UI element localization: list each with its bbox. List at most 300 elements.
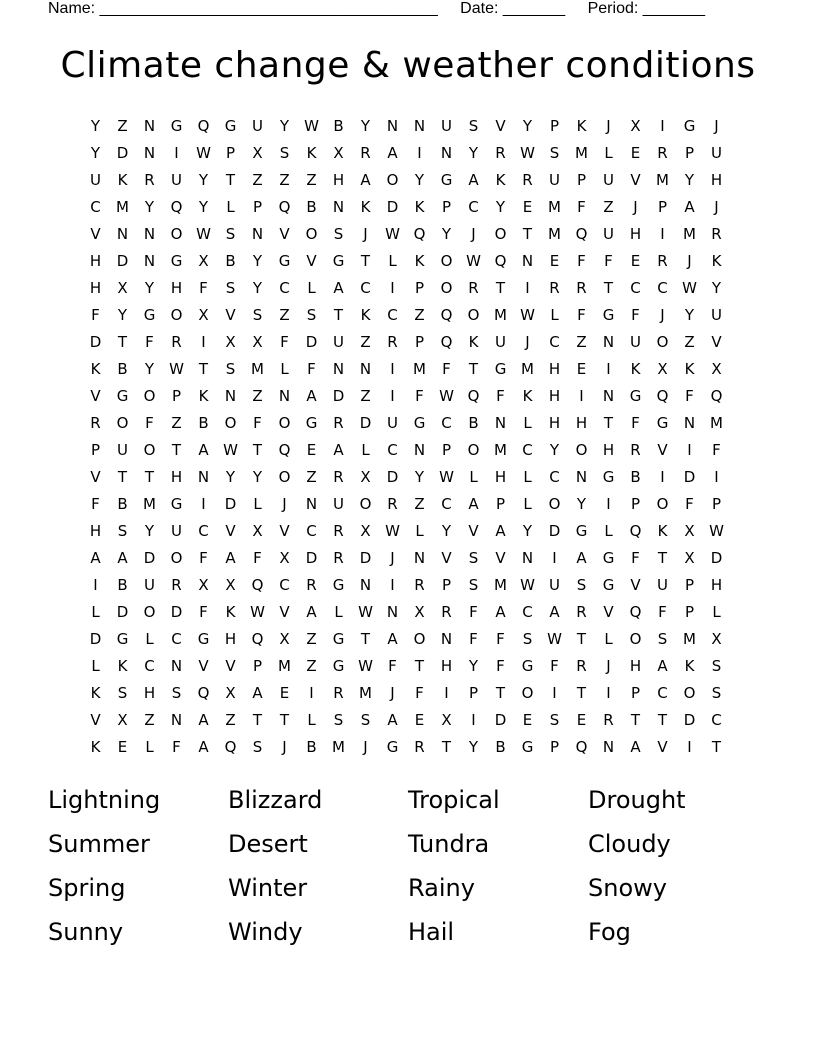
grid-letter[interactable]: N	[305, 494, 318, 513]
grid-letter[interactable]: A	[495, 602, 506, 621]
grid-letter[interactable]: F	[577, 305, 586, 324]
grid-letter[interactable]: D	[359, 548, 372, 567]
grid-letter[interactable]: Y	[522, 116, 533, 135]
grid-letter[interactable]: Y	[117, 305, 128, 324]
grid-letter[interactable]: L	[523, 413, 532, 432]
grid-letter[interactable]: E	[522, 710, 533, 729]
grid-letter[interactable]: I	[660, 116, 665, 135]
grid-letter[interactable]: V	[225, 521, 236, 540]
grid-letter[interactable]: X	[630, 116, 641, 135]
grid-letter[interactable]: G	[656, 413, 669, 432]
grid-letter[interactable]: U	[711, 143, 722, 162]
grid-letter[interactable]: K	[117, 170, 128, 189]
grid-letter[interactable]: D	[224, 494, 237, 513]
grid-letter[interactable]: V	[468, 521, 479, 540]
grid-letter[interactable]: J	[390, 548, 395, 567]
grid-letter[interactable]: I	[606, 359, 611, 378]
grid-letter[interactable]: O	[170, 548, 183, 567]
grid-letter[interactable]: L	[145, 737, 154, 756]
grid-letter[interactable]: X	[252, 143, 263, 162]
grid-letter[interactable]: Q	[710, 386, 723, 405]
grid-letter[interactable]: T	[495, 278, 506, 297]
grid-letter[interactable]: N	[143, 116, 156, 135]
grid-letter[interactable]: P	[549, 116, 560, 135]
grid-letter[interactable]: S	[117, 521, 128, 540]
grid-letter[interactable]: X	[225, 575, 236, 594]
grid-letter[interactable]: E	[414, 710, 425, 729]
grid-letter[interactable]: X	[711, 359, 722, 378]
grid-letter[interactable]: S	[549, 710, 560, 729]
grid-letter[interactable]: F	[199, 602, 208, 621]
grid-letter[interactable]: X	[252, 332, 263, 351]
grid-letter[interactable]: P	[90, 440, 101, 459]
grid-letter[interactable]: D	[170, 602, 183, 621]
grid-letter[interactable]: F	[415, 386, 424, 405]
grid-letter[interactable]: H	[548, 359, 561, 378]
grid-letter[interactable]: D	[683, 710, 696, 729]
grid-letter[interactable]: B	[117, 575, 128, 594]
grid-letter[interactable]: C	[198, 521, 209, 540]
grid-letter[interactable]: Y	[144, 521, 155, 540]
grid-letter[interactable]: A	[630, 737, 641, 756]
grid-letter[interactable]: W	[385, 521, 400, 540]
grid-letter[interactable]: F	[631, 305, 640, 324]
grid-letter[interactable]: R	[495, 143, 506, 162]
grid-letter[interactable]: D	[359, 413, 372, 432]
grid-letter[interactable]: B	[306, 737, 317, 756]
grid-letter[interactable]: C	[171, 629, 182, 648]
grid-letter[interactable]: B	[225, 251, 236, 270]
grid-letter[interactable]: V	[279, 521, 290, 540]
grid-letter[interactable]: V	[495, 548, 506, 567]
grid-letter[interactable]: V	[90, 710, 101, 729]
grid-letter[interactable]: G	[521, 737, 534, 756]
grid-letter[interactable]: H	[89, 278, 102, 297]
grid-letter[interactable]: D	[89, 629, 102, 648]
grid-letter[interactable]: Q	[440, 305, 453, 324]
grid-letter[interactable]: K	[360, 305, 371, 324]
grid-letter[interactable]: Q	[278, 197, 291, 216]
grid-letter[interactable]: Z	[225, 710, 236, 729]
grid-letter[interactable]: A	[333, 440, 344, 459]
grid-letter[interactable]: C	[360, 278, 371, 297]
grid-letter[interactable]: T	[576, 683, 587, 702]
grid-letter[interactable]: S	[468, 575, 479, 594]
grid-letter[interactable]: X	[117, 278, 128, 297]
grid-letter[interactable]: T	[252, 710, 263, 729]
grid-letter[interactable]: I	[606, 494, 611, 513]
grid-letter[interactable]: F	[658, 602, 667, 621]
grid-letter[interactable]: B	[495, 737, 506, 756]
grid-letter[interactable]: X	[279, 629, 290, 648]
grid-letter[interactable]: M	[278, 656, 291, 675]
grid-letter[interactable]: Y	[360, 116, 371, 135]
grid-letter[interactable]: H	[170, 278, 183, 297]
grid-letter[interactable]: F	[388, 656, 397, 675]
grid-letter[interactable]: W	[385, 224, 400, 243]
grid-letter[interactable]: J	[363, 737, 368, 756]
grid-letter[interactable]: X	[657, 359, 668, 378]
grid-letter[interactable]: F	[631, 548, 640, 567]
grid-letter[interactable]: C	[522, 602, 533, 621]
grid-letter[interactable]: H	[629, 656, 642, 675]
grid-letter[interactable]: U	[549, 170, 560, 189]
grid-letter[interactable]: Z	[306, 629, 317, 648]
grid-letter[interactable]: C	[441, 413, 452, 432]
grid-letter[interactable]: S	[225, 224, 236, 243]
grid-letter[interactable]: I	[444, 683, 449, 702]
grid-letter[interactable]: A	[576, 548, 587, 567]
grid-letter[interactable]: X	[360, 521, 371, 540]
grid-letter[interactable]: I	[552, 548, 557, 567]
grid-letter[interactable]: F	[712, 440, 721, 459]
grid-letter[interactable]: H	[710, 170, 723, 189]
grid-letter[interactable]: Q	[656, 386, 669, 405]
grid-letter[interactable]: Z	[360, 386, 371, 405]
grid-letter[interactable]: Y	[468, 737, 479, 756]
grid-letter[interactable]: L	[604, 521, 613, 540]
grid-letter[interactable]: Z	[279, 305, 290, 324]
grid-letter[interactable]: R	[171, 332, 182, 351]
grid-letter[interactable]: F	[91, 494, 100, 513]
grid-letter[interactable]: F	[253, 548, 262, 567]
grid-letter[interactable]: N	[602, 737, 615, 756]
grid-letter[interactable]: O	[143, 440, 156, 459]
grid-letter[interactable]: R	[387, 332, 398, 351]
grid-letter[interactable]: G	[602, 575, 615, 594]
grid-letter[interactable]: O	[494, 224, 507, 243]
date-field[interactable]: Date: _______	[460, 0, 566, 17]
grid-letter[interactable]: Y	[549, 440, 560, 459]
grid-letter[interactable]: S	[333, 710, 344, 729]
grid-letter[interactable]: G	[143, 305, 156, 324]
grid-letter[interactable]: N	[170, 656, 183, 675]
grid-letter[interactable]: W	[709, 521, 724, 540]
grid-letter[interactable]: E	[630, 251, 641, 270]
grid-letter[interactable]: U	[90, 170, 101, 189]
grid-letter[interactable]: L	[604, 143, 613, 162]
grid-letter[interactable]: R	[144, 170, 155, 189]
grid-letter[interactable]: B	[198, 413, 209, 432]
grid-letter[interactable]: L	[415, 521, 424, 540]
grid-letter[interactable]: M	[494, 305, 507, 324]
grid-letter[interactable]: X	[117, 710, 128, 729]
grid-letter[interactable]: R	[360, 143, 371, 162]
grid-letter[interactable]: T	[279, 710, 290, 729]
grid-letter[interactable]: V	[279, 602, 290, 621]
grid-letter[interactable]: D	[332, 386, 345, 405]
grid-letter[interactable]: D	[386, 467, 399, 486]
grid-letter[interactable]: B	[468, 413, 479, 432]
grid-letter[interactable]: T	[333, 305, 344, 324]
grid-letter[interactable]: E	[576, 710, 587, 729]
grid-letter[interactable]: T	[657, 548, 668, 567]
grid-letter[interactable]: N	[143, 224, 156, 243]
grid-letter[interactable]: K	[657, 521, 668, 540]
grid-letter[interactable]: A	[117, 548, 128, 567]
grid-letter[interactable]: R	[657, 251, 668, 270]
grid-letter[interactable]: K	[90, 683, 101, 702]
grid-letter[interactable]: H	[629, 224, 642, 243]
grid-letter[interactable]: H	[170, 467, 183, 486]
grid-letter[interactable]: W	[223, 440, 238, 459]
grid-letter[interactable]: G	[629, 386, 642, 405]
grid-letter[interactable]: Y	[711, 278, 722, 297]
grid-letter[interactable]: S	[333, 224, 344, 243]
grid-letter[interactable]: Y	[414, 467, 425, 486]
grid-letter[interactable]: D	[305, 548, 318, 567]
grid-letter[interactable]: G	[116, 629, 129, 648]
grid-letter[interactable]: Y	[252, 467, 263, 486]
grid-letter[interactable]: V	[657, 440, 668, 459]
grid-letter[interactable]: K	[306, 143, 317, 162]
grid-letter[interactable]: G	[575, 521, 588, 540]
grid-letter[interactable]: V	[657, 737, 668, 756]
grid-letter[interactable]: A	[684, 197, 695, 216]
grid-letter[interactable]: T	[603, 413, 614, 432]
grid-letter[interactable]: O	[521, 683, 534, 702]
grid-letter[interactable]: N	[332, 197, 345, 216]
grid-letter[interactable]: C	[90, 197, 101, 216]
grid-letter[interactable]: Q	[629, 602, 642, 621]
grid-letter[interactable]: N	[602, 386, 615, 405]
grid-letter[interactable]: E	[576, 359, 587, 378]
grid-letter[interactable]: W	[520, 143, 535, 162]
grid-letter[interactable]: M	[656, 170, 669, 189]
grid-letter[interactable]: O	[413, 629, 426, 648]
grid-letter[interactable]: V	[711, 332, 722, 351]
grid-letter[interactable]: F	[469, 629, 478, 648]
grid-letter[interactable]: U	[603, 224, 614, 243]
grid-letter[interactable]: V	[90, 467, 101, 486]
grid-letter[interactable]: Y	[441, 521, 452, 540]
grid-letter[interactable]: Y	[684, 170, 695, 189]
grid-letter[interactable]: X	[684, 548, 695, 567]
grid-letter[interactable]: B	[630, 467, 641, 486]
grid-letter[interactable]: A	[198, 440, 209, 459]
grid-letter[interactable]: K	[414, 197, 425, 216]
grid-letter[interactable]: O	[656, 332, 669, 351]
grid-letter[interactable]: Q	[440, 332, 453, 351]
grid-letter[interactable]: M	[494, 575, 507, 594]
grid-letter[interactable]: P	[684, 575, 695, 594]
grid-letter[interactable]: L	[388, 251, 397, 270]
grid-letter[interactable]: R	[333, 548, 344, 567]
grid-letter[interactable]: I	[93, 575, 98, 594]
grid-letter[interactable]: P	[171, 386, 182, 405]
grid-letter[interactable]: K	[576, 116, 587, 135]
grid-letter[interactable]: X	[225, 683, 236, 702]
grid-letter[interactable]: F	[577, 197, 586, 216]
grid-letter[interactable]: K	[684, 359, 695, 378]
grid-letter[interactable]: X	[711, 629, 722, 648]
grid-letter[interactable]: M	[332, 737, 345, 756]
grid-letter[interactable]: J	[471, 224, 476, 243]
grid-letter[interactable]: Y	[144, 278, 155, 297]
grid-letter[interactable]: P	[657, 197, 668, 216]
grid-letter[interactable]: S	[225, 359, 236, 378]
grid-letter[interactable]: A	[657, 656, 668, 675]
grid-letter[interactable]: A	[468, 170, 479, 189]
grid-letter[interactable]: F	[442, 359, 451, 378]
grid-letter[interactable]: R	[414, 575, 425, 594]
grid-letter[interactable]: Y	[684, 305, 695, 324]
grid-letter[interactable]: P	[549, 737, 560, 756]
grid-letter[interactable]: Y	[522, 521, 533, 540]
grid-letter[interactable]: Q	[251, 575, 264, 594]
grid-letter[interactable]: Y	[225, 467, 236, 486]
grid-letter[interactable]: H	[143, 683, 156, 702]
grid-letter[interactable]: S	[657, 629, 668, 648]
grid-letter[interactable]: A	[387, 143, 398, 162]
grid-letter[interactable]: K	[90, 359, 101, 378]
grid-letter[interactable]: S	[576, 575, 587, 594]
grid-letter[interactable]: W	[250, 602, 265, 621]
grid-letter[interactable]: C	[279, 575, 290, 594]
grid-letter[interactable]: J	[363, 224, 368, 243]
grid-letter[interactable]: Q	[629, 521, 642, 540]
name-field[interactable]: Name: ______________________________________	[48, 0, 438, 17]
grid-letter[interactable]: O	[278, 467, 291, 486]
grid-letter[interactable]: I	[390, 278, 395, 297]
grid-letter[interactable]: C	[387, 305, 398, 324]
grid-letter[interactable]: T	[711, 737, 722, 756]
grid-letter[interactable]: O	[467, 305, 480, 324]
grid-letter[interactable]: C	[306, 521, 317, 540]
grid-letter[interactable]: N	[521, 251, 534, 270]
grid-letter[interactable]: Y	[252, 278, 263, 297]
grid-letter[interactable]: U	[171, 521, 182, 540]
grid-letter[interactable]: A	[468, 494, 479, 513]
grid-letter[interactable]: V	[90, 224, 101, 243]
grid-letter[interactable]: K	[90, 737, 101, 756]
grid-letter[interactable]: N	[359, 575, 372, 594]
grid-letter[interactable]: F	[172, 737, 181, 756]
grid-letter[interactable]: H	[710, 575, 723, 594]
grid-letter[interactable]: G	[332, 251, 345, 270]
grid-letter[interactable]: L	[307, 278, 316, 297]
grid-letter[interactable]: W	[682, 278, 697, 297]
grid-letter[interactable]: S	[360, 710, 371, 729]
grid-letter[interactable]: M	[143, 494, 156, 513]
grid-letter[interactable]: N	[170, 710, 183, 729]
grid-letter[interactable]: J	[606, 656, 611, 675]
grid-letter[interactable]: A	[387, 710, 398, 729]
grid-letter[interactable]: B	[117, 359, 128, 378]
grid-letter[interactable]: D	[116, 602, 129, 621]
grid-letter[interactable]: L	[280, 359, 289, 378]
grid-letter[interactable]: P	[684, 143, 695, 162]
grid-letter[interactable]: I	[525, 278, 530, 297]
grid-letter[interactable]: P	[225, 143, 236, 162]
grid-letter[interactable]: N	[413, 116, 426, 135]
grid-letter[interactable]: G	[602, 467, 615, 486]
grid-letter[interactable]: O	[359, 494, 372, 513]
grid-letter[interactable]: X	[414, 602, 425, 621]
grid-letter[interactable]: T	[414, 656, 425, 675]
grid-letter[interactable]: T	[576, 629, 587, 648]
grid-letter[interactable]: L	[523, 494, 532, 513]
grid-letter[interactable]: G	[332, 656, 345, 675]
grid-letter[interactable]: Y	[468, 143, 479, 162]
grid-letter[interactable]: S	[252, 737, 263, 756]
grid-letter[interactable]: P	[441, 575, 452, 594]
grid-letter[interactable]: R	[333, 521, 344, 540]
grid-letter[interactable]: J	[282, 494, 287, 513]
grid-letter[interactable]: U	[117, 440, 128, 459]
grid-letter[interactable]: P	[252, 656, 263, 675]
grid-letter[interactable]: Y	[495, 197, 506, 216]
grid-letter[interactable]: H	[332, 170, 345, 189]
grid-letter[interactable]: O	[440, 278, 453, 297]
grid-letter[interactable]: W	[520, 305, 535, 324]
grid-letter[interactable]: F	[145, 413, 154, 432]
grid-letter[interactable]: O	[170, 224, 183, 243]
grid-letter[interactable]: L	[550, 305, 559, 324]
grid-letter[interactable]: I	[660, 467, 665, 486]
grid-letter[interactable]: R	[576, 278, 587, 297]
grid-letter[interactable]: T	[657, 710, 668, 729]
grid-letter[interactable]: E	[279, 683, 290, 702]
grid-letter[interactable]: T	[117, 332, 128, 351]
grid-letter[interactable]: B	[306, 197, 317, 216]
grid-letter[interactable]: K	[711, 251, 722, 270]
grid-letter[interactable]: R	[576, 656, 587, 675]
grid-letter[interactable]: Z	[252, 386, 263, 405]
grid-letter[interactable]: S	[468, 548, 479, 567]
grid-letter[interactable]: W	[304, 116, 319, 135]
grid-letter[interactable]: V	[630, 170, 641, 189]
grid-letter[interactable]: I	[201, 494, 206, 513]
grid-letter[interactable]: C	[549, 332, 560, 351]
grid-letter[interactable]: U	[495, 332, 506, 351]
grid-letter[interactable]: Q	[170, 197, 183, 216]
grid-letter[interactable]: N	[143, 143, 156, 162]
grid-letter[interactable]: U	[144, 575, 155, 594]
grid-letter[interactable]: I	[471, 710, 476, 729]
grid-letter[interactable]: R	[333, 413, 344, 432]
grid-letter[interactable]: U	[252, 116, 263, 135]
grid-letter[interactable]: X	[198, 575, 209, 594]
grid-letter[interactable]: G	[170, 116, 183, 135]
grid-letter[interactable]: Q	[467, 386, 480, 405]
grid-letter[interactable]: O	[386, 170, 399, 189]
grid-letter[interactable]: T	[522, 224, 533, 243]
grid-letter[interactable]: O	[143, 386, 156, 405]
grid-letter[interactable]: X	[252, 521, 263, 540]
grid-letter[interactable]: Z	[171, 413, 182, 432]
grid-letter[interactable]: I	[687, 440, 692, 459]
grid-letter[interactable]: S	[711, 656, 722, 675]
grid-letter[interactable]: S	[711, 683, 722, 702]
period-field[interactable]: Period: _______	[587, 0, 706, 17]
grid-letter[interactable]: H	[548, 413, 561, 432]
grid-letter[interactable]: R	[603, 710, 614, 729]
grid-letter[interactable]: R	[90, 413, 101, 432]
grid-letter[interactable]: J	[660, 305, 665, 324]
grid-letter[interactable]: R	[657, 143, 668, 162]
grid-letter[interactable]: D	[116, 143, 129, 162]
grid-letter[interactable]: L	[91, 602, 100, 621]
grid-letter[interactable]: I	[687, 737, 692, 756]
grid-letter[interactable]: Y	[468, 656, 479, 675]
grid-letter[interactable]: U	[171, 170, 182, 189]
grid-letter[interactable]: G	[386, 737, 399, 756]
grid-letter[interactable]: T	[360, 629, 371, 648]
grid-letter[interactable]: M	[683, 629, 696, 648]
grid-letter[interactable]: O	[278, 413, 291, 432]
grid-letter[interactable]: W	[196, 224, 211, 243]
